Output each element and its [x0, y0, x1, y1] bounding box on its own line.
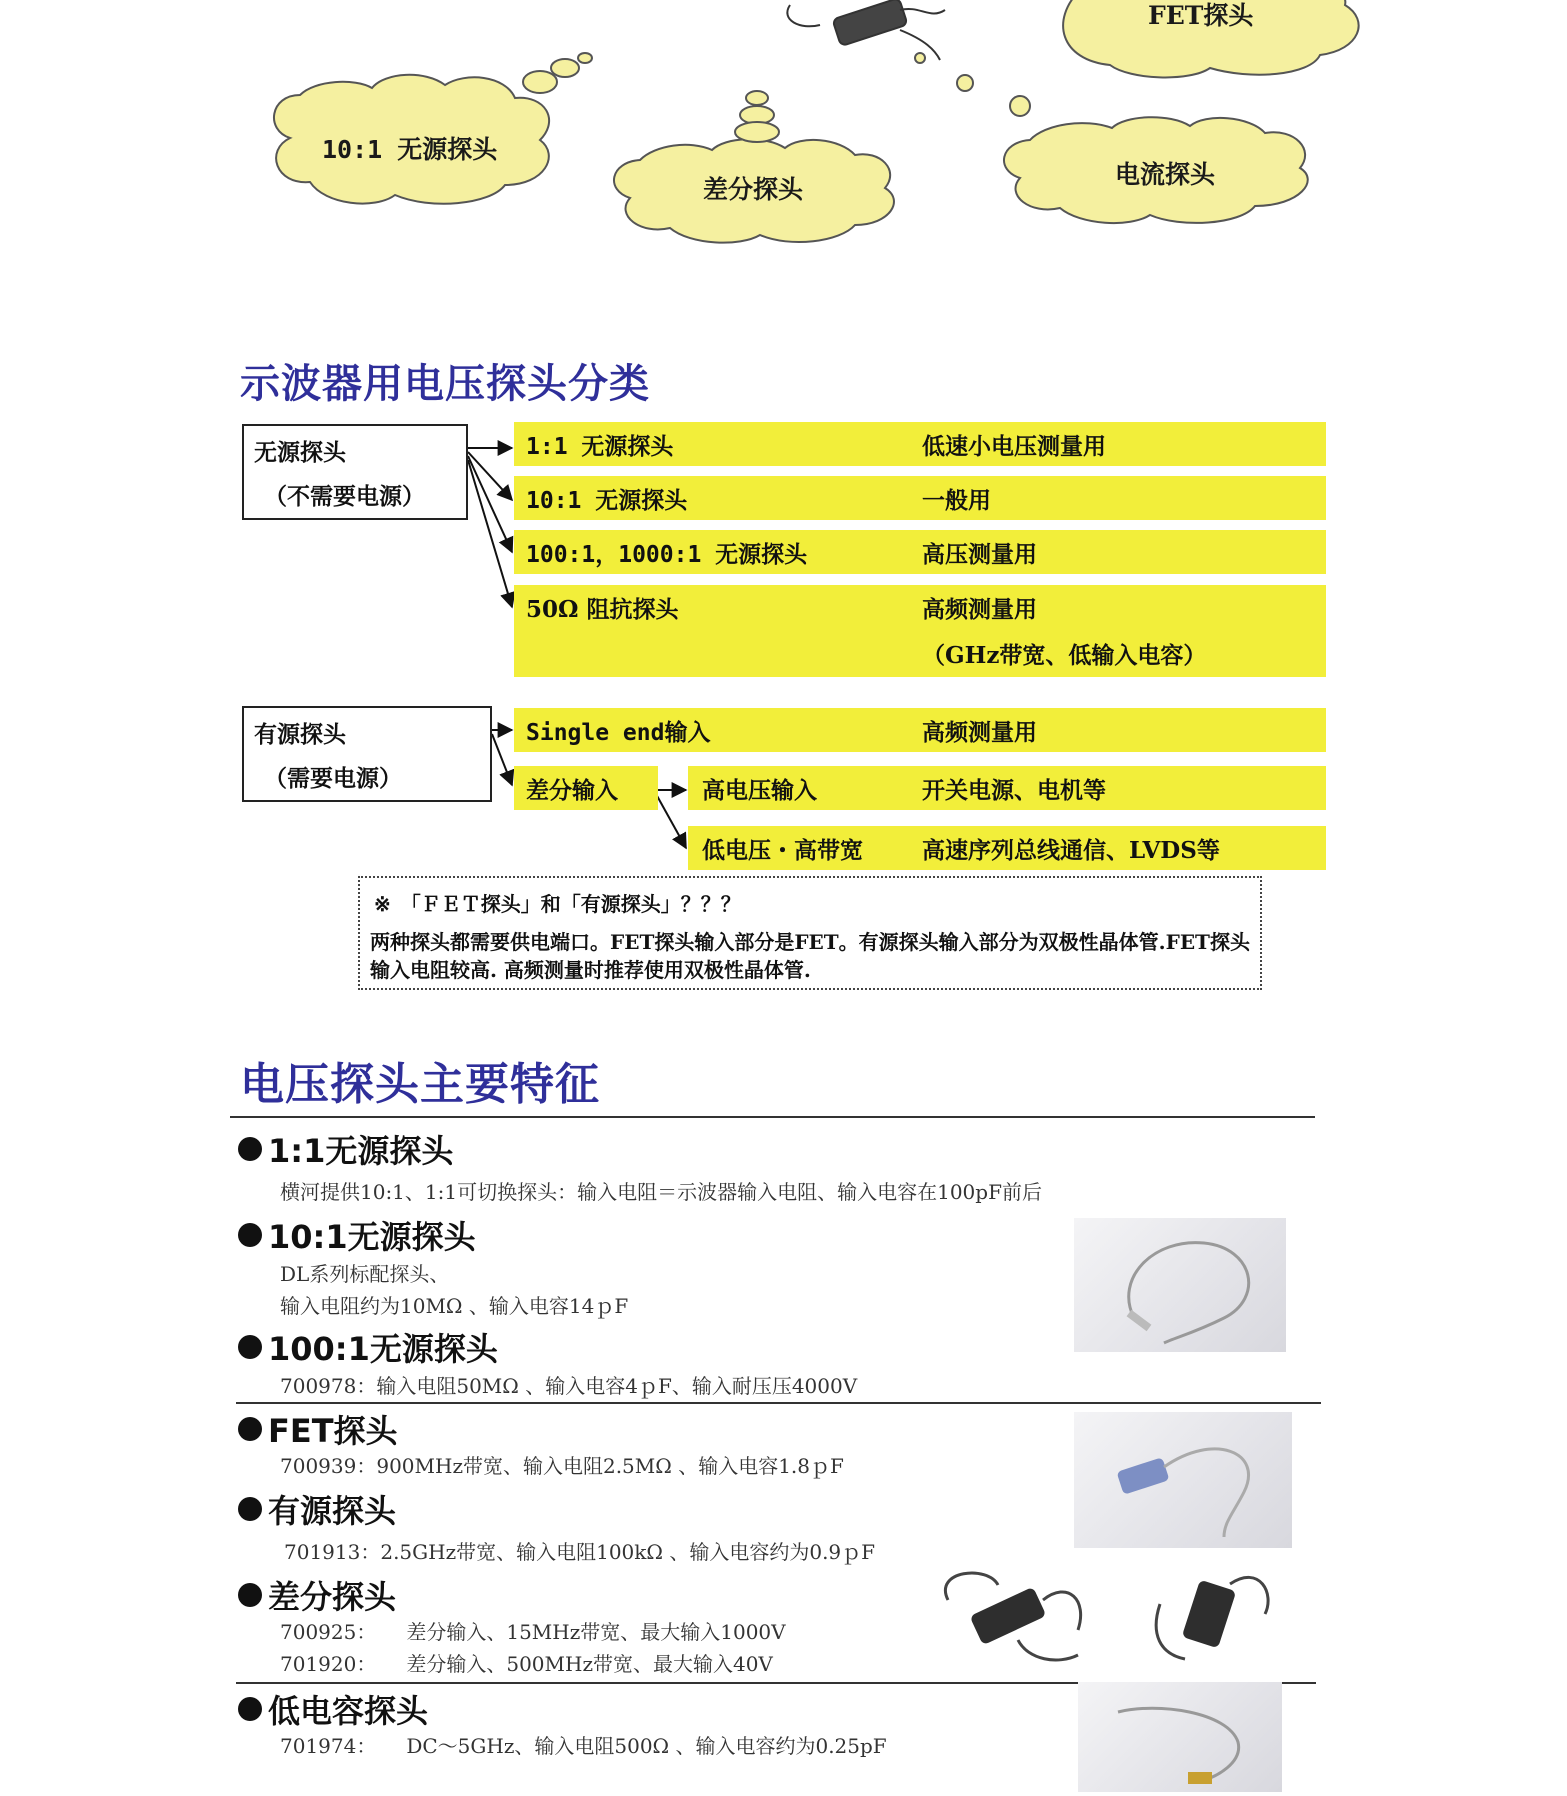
fet-probe-photo: [1074, 1412, 1292, 1548]
row-name: 低电压・高带宽: [702, 837, 863, 864]
bullet-icon: [238, 1497, 262, 1521]
feature-desc: 横河提供10:1、1:1可切换探头：输入电阻＝示波器输入电阻、输入电容在100pF前后: [280, 1180, 1042, 1204]
row-name: 10:1 无源探头: [526, 488, 688, 514]
feature-head-text: FET探头: [268, 1412, 398, 1450]
features-title: 电压探头主要特征: [240, 1059, 600, 1110]
cloud-diff-label: 差分探头: [703, 175, 804, 204]
passive-box-line1: 无源探头: [254, 439, 346, 466]
active-probe-box: [242, 706, 492, 802]
fet-vs-active-note: [358, 876, 1262, 990]
active-row-lv: [688, 826, 1326, 870]
feature-desc: DL系列标配探头、: [280, 1262, 450, 1286]
feature-head-text: 100:1无源探头: [268, 1330, 498, 1368]
active-box-line2: （需要电源）: [264, 765, 402, 792]
active-row-hv: [688, 766, 1326, 810]
bullet-icon: [238, 1417, 262, 1441]
row-name: Single end输入: [526, 720, 711, 746]
passive-box-line2: （不需要电源）: [264, 483, 425, 510]
feature-desc: 700925： 差分输入、15MHz带宽、最大输入1000V: [280, 1620, 786, 1644]
row-use-detail: （GHz带宽、低输入电容）: [922, 642, 1207, 669]
active-row-diff: [514, 766, 658, 810]
cloud-passive10-label: 10:1 无源探头: [322, 135, 498, 164]
bullet-icon: [238, 1335, 262, 1359]
feature-desc: 700978：输入电阻50MΩ 、输入电容4ｐF、输入耐压压4000V: [280, 1374, 858, 1398]
feature-desc: 701920： 差分输入、500MHz带宽、最大输入40V: [280, 1652, 773, 1676]
bullet-icon: [238, 1223, 262, 1247]
divider: [236, 1402, 1321, 1404]
feature-desc: 701913：2.5GHz带宽、输入电阻100kΩ 、输入电容约为0.9ｐF: [284, 1540, 876, 1564]
row-use: 高频测量用: [922, 719, 1037, 746]
cloud-fet-label: FET探头: [1148, 1, 1254, 30]
feature-head-1to1: [238, 1126, 453, 1172]
row-use: 低速小电压测量用: [922, 433, 1106, 460]
feature-head-fet: [238, 1406, 398, 1452]
feature-head-text: 差分探头: [268, 1578, 397, 1616]
feature-head-diff: [238, 1572, 396, 1618]
cloud-current-label: 电流探头: [1115, 160, 1216, 189]
passive-row-2: [514, 476, 1326, 520]
row-use: 高速序列总线通信、LVDS等: [922, 837, 1220, 864]
feature-head-text: 1:1无源探头: [268, 1132, 454, 1170]
divider: [230, 1116, 1315, 1118]
active-box-line1: 有源探头: [254, 721, 346, 748]
note-title: ※ 「ＦＥＴ探头」和「有源探头」？？？: [374, 892, 741, 916]
feature-desc: 700939：900MHz带宽、输入电阻2.5MΩ 、输入电容1.8ｐF: [280, 1454, 844, 1478]
row-name: 1:1 无源探头: [526, 434, 674, 460]
row-name: 100:1，1000:1 无源探头: [526, 542, 808, 568]
passive-probe-photo: [1074, 1218, 1286, 1352]
row-name: 高电压输入: [702, 777, 817, 804]
diff-probe-photo-1: [928, 1560, 1096, 1670]
row-name: 差分输入: [526, 777, 618, 804]
bullet-icon: [238, 1583, 262, 1607]
feature-head-100to1: [238, 1324, 498, 1370]
passive-row-1: [514, 422, 1326, 466]
row-use: 一般用: [922, 487, 991, 514]
feature-head-active: [238, 1486, 396, 1532]
feature-head-text: 有源探头: [268, 1492, 397, 1530]
row-use: 高压测量用: [922, 541, 1037, 568]
feature-head-lowcap: [238, 1686, 428, 1732]
row-name: 50Ω 阻抗探头: [526, 596, 679, 623]
diff-probe-photo-2: [1140, 1554, 1280, 1670]
passive-row-3: [514, 530, 1326, 574]
active-row-single: [514, 708, 1326, 752]
passive-probe-box: [242, 424, 468, 520]
note-body: 两种探头都需要供电端口。FET探头输入部分是FET。有源探头输入部分为双极性晶体管.FET探头输入电阻较高. 高频测量时推荐使用双极性晶体管.: [370, 930, 1250, 982]
feature-head-text: 10:1无源探头: [268, 1218, 476, 1256]
row-use: 高频测量用: [922, 596, 1037, 623]
classification-title: 示波器用电压探头分类: [240, 361, 650, 407]
bullet-icon: [238, 1137, 262, 1161]
feature-desc: 701974： DC～5GHz、输入电阻500Ω 、输入电容约为0.25pF: [280, 1734, 887, 1758]
passive-row-4: [514, 585, 1326, 677]
low-capacitance-probe-photo: [1078, 1682, 1282, 1792]
bullet-icon: [238, 1697, 262, 1721]
row-use: 开关电源、电机等: [922, 777, 1106, 804]
feature-head-10to1: [238, 1212, 476, 1258]
feature-desc: 输入电阻约为10MΩ 、输入电容14ｐF: [280, 1294, 629, 1318]
feature-head-text: 低电容探头: [268, 1692, 429, 1730]
